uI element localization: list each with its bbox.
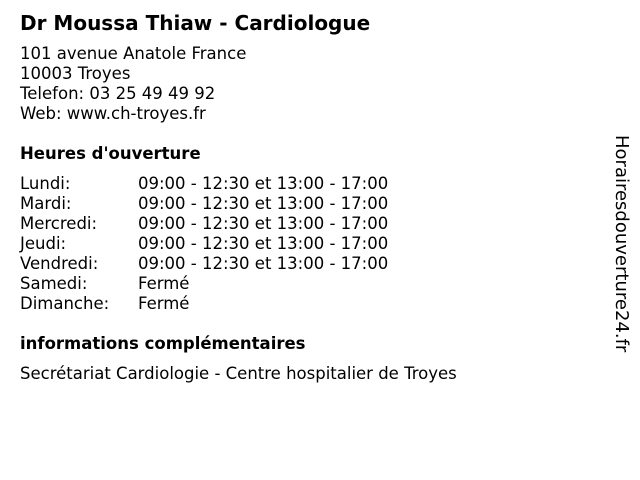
opening-time: 09:00 - 12:30 et 13:00 - 17:00 xyxy=(138,214,389,233)
info-heading: informations complémentaires xyxy=(20,334,306,353)
opening-time: 09:00 - 12:30 et 13:00 - 17:00 xyxy=(138,174,389,193)
opening-time: 09:00 - 12:30 et 13:00 - 17:00 xyxy=(138,234,389,253)
day-label: Samedi: xyxy=(20,274,88,293)
info-text: Secrétariat Cardiologie - Centre hospitalier de Troyes xyxy=(20,364,457,383)
day-label: Mercredi: xyxy=(20,214,98,233)
day-label: Vendredi: xyxy=(20,254,99,273)
phone-number: Telefon: 03 25 49 49 92 xyxy=(20,84,216,103)
opening-time: 09:00 - 12:30 et 13:00 - 17:00 xyxy=(138,194,389,213)
page-title: Dr Moussa Thiaw - Cardiologue xyxy=(20,11,371,35)
day-label: Dimanche: xyxy=(20,294,110,313)
website: Web: www.ch-troyes.fr xyxy=(20,104,206,123)
opening-time: 09:00 - 12:30 et 13:00 - 17:00 xyxy=(138,254,389,273)
day-label: Lundi: xyxy=(20,174,71,193)
hours-row-wednesday xyxy=(20,214,388,234)
street-address: 101 avenue Anatole France xyxy=(20,44,247,63)
address-block xyxy=(20,44,246,124)
day-label: Jeudi: xyxy=(20,234,67,253)
hours-row-tuesday xyxy=(20,194,388,214)
opening-time: Fermé xyxy=(138,294,190,313)
hours-heading: Heures d'ouverture xyxy=(20,144,201,163)
city-address: 10003 Troyes xyxy=(20,64,131,83)
site-watermark: Horairesdouverture24.fr xyxy=(611,135,632,353)
hours-row-saturday xyxy=(20,274,388,294)
hours-row-monday xyxy=(20,174,388,194)
hours-list xyxy=(20,174,388,314)
day-label: Mardi: xyxy=(20,194,72,213)
opening-time: Fermé xyxy=(138,274,190,293)
hours-row-sunday xyxy=(20,294,388,314)
hours-row-thursday xyxy=(20,234,388,254)
hours-row-friday xyxy=(20,254,388,274)
